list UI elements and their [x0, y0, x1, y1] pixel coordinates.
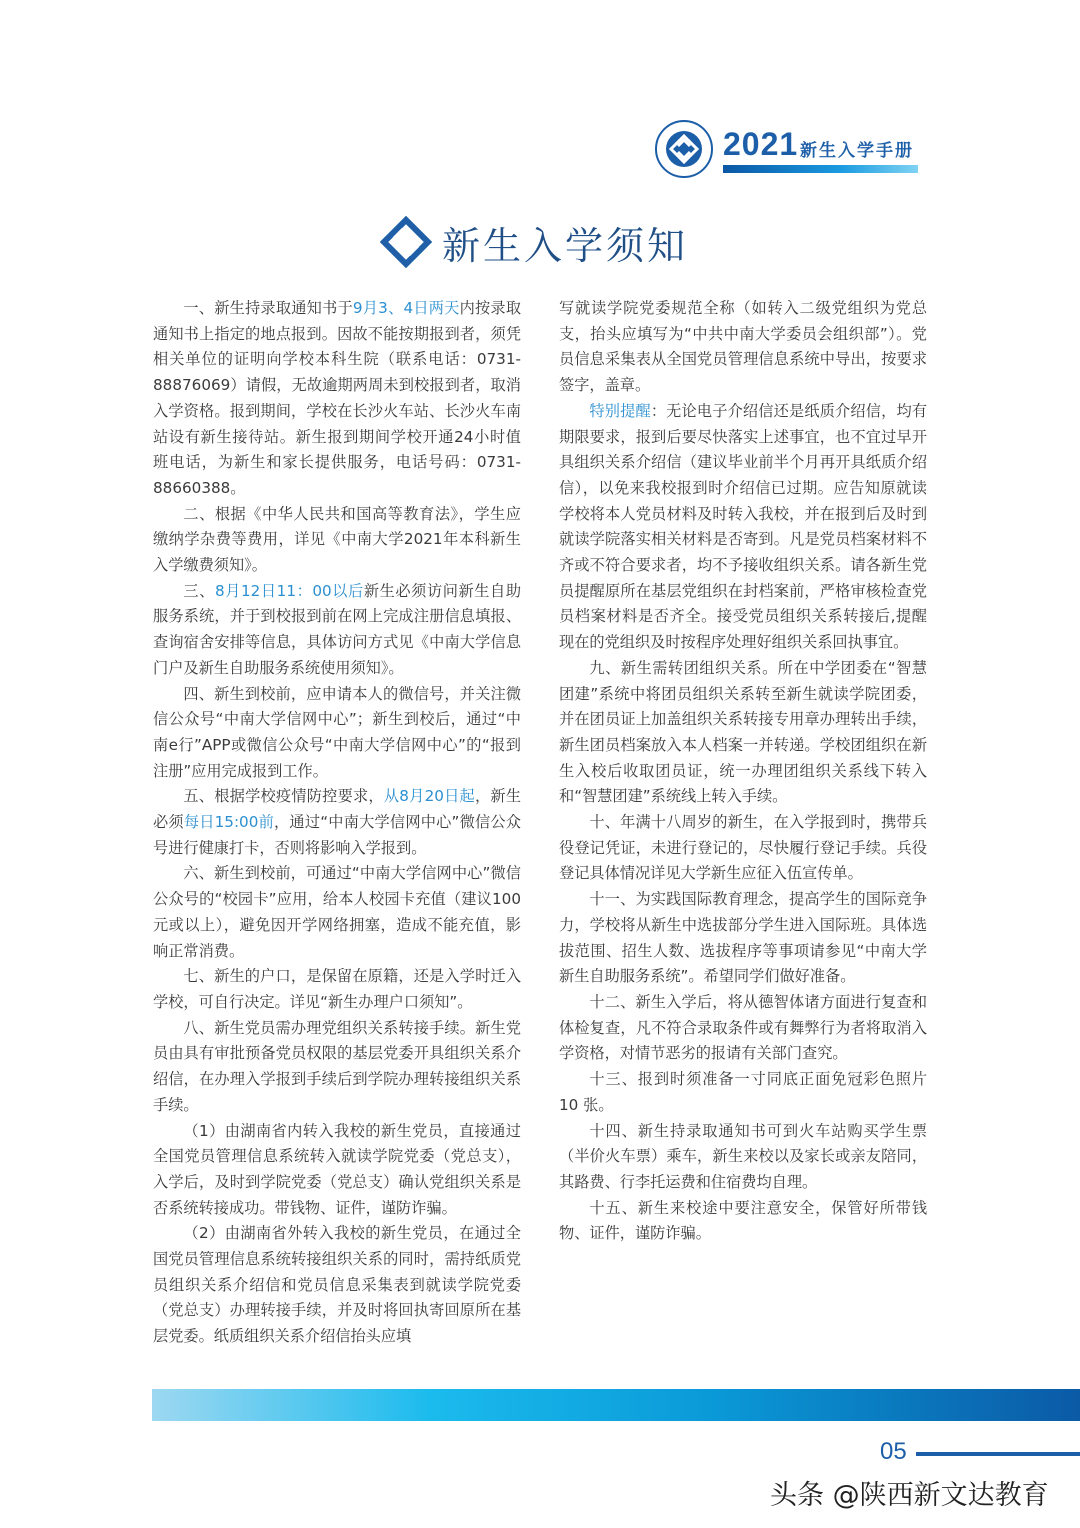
paragraph [153, 784, 521, 861]
paragraph-text: 四、新生到校前，应申请本人的微信号，并关注微信公众号“中南大学信网中心”；新生到校后，通过“中南e行”APP或微信公众号“中南大学信网中心”的“报到注册”应用完成报到工作。 [153, 684, 521, 780]
page-number-rule [916, 1452, 1080, 1456]
paragraph [559, 399, 927, 656]
paragraph [559, 656, 927, 810]
paragraph-text: 十四、新生持录取通知书可到火车站购买学生票（半价火车票）乘车，新生来校以及家长或亲友陪同，其路费、行李托运费和住宿费均自理。 [559, 1121, 927, 1191]
paragraph-text: 新生必须访问新生自助服务系统，并于到校报到前在网上完成注册信息填报、查询宿舍安排等信息，具体访问方式见《中南大学信息门户及新生自助服务系统使用须知》。 [153, 581, 522, 677]
paragraph-text: 三、 [183, 581, 215, 600]
highlighted-text: 8月12日11：00以后 [214, 581, 364, 600]
paragraph [153, 579, 521, 682]
paragraph-text: 十三、报到时须准备一寸同底正面免冠彩色照片10 张。 [559, 1070, 927, 1114]
page-title-block [380, 212, 688, 272]
paragraph [559, 887, 927, 990]
paragraph [153, 1221, 521, 1350]
paragraph [559, 1067, 927, 1118]
paragraph-text: 五、根据学校疫情防控要求， [183, 787, 384, 806]
paragraph-text: 十、年满十八周岁的新生，在入学报到时，携带兵役登记凭证，未进行登记的，尽快履行登记手续。兵役登记具体情况详见大学新生应征入伍宣传单。 [559, 813, 927, 883]
paragraph-text: （2）由湖南省外转入我校的新生党员，在通过全国党员管理信息系统转接组织关系的同时，需持纸质党员组织关系介绍信和党员信息采集表到就读学院党委（党总支）办理转接手续，并及时将回执寄回原所在基层党委。纸质组织关系介绍信抬头应填 [153, 1224, 521, 1346]
paragraph-text: 九、新生需转团组织关系。所在中学团委在“智慧团建”系统中将团员组织关系转至新生就读学院团委，并在团员证上加盖组织关系转接专用章办理转出手续，新生团员档案放入本人档案一并转递。学校团组织在新生入校后收取团员证，统一办理团组织关系线下转入和“智慧团建”系统线上转入手续。 [559, 658, 927, 806]
paragraph-text: 一、新生持录取通知书于 [183, 299, 353, 317]
paragraph-text: ，通过“中南大学信网中心”微信公众号进行健康打卡，否则将影响入学报到。 [153, 813, 521, 857]
paragraph [153, 861, 521, 964]
paragraph [153, 682, 521, 785]
paragraph [153, 502, 521, 579]
left-column [153, 296, 521, 1350]
highlighted-text: 特别提醒 [589, 401, 651, 420]
paragraph-text: ：无论电子介绍信还是纸质介绍信，均有期限要求，报到后要尽快落实上述事宜，也不宜过早开具组织关系介绍信（建议毕业前半个月再开具纸质介绍信），以免来我校报到时介绍信已过期。应告知原就读学校将本人党员材料及时转入我校，并在报到后及时到就读学院落实相关材料是否寄到。凡是党员档案材料不齐或不符合要求者，均不予接收组织关系。请各新生党员提醒原所在基层党组织在封档案前，严格审核检查党员档案材料是否齐全。接受党员组织关系转接后,提醒现在的党组织及时按程序处理好组织关系回执事宜。 [559, 401, 928, 652]
highlighted-text: 每日15:00前 [183, 813, 275, 832]
paragraph-text: 十五、新生来校途中要注意安全，保管好所带钱物、证件，谨防诈骗。 [559, 1198, 927, 1243]
footer-gradient-band [152, 1389, 1080, 1421]
paragraph [559, 296, 927, 399]
right-column [559, 296, 927, 1247]
paragraph-text: （1）由湖南省内转入我校的新生党员，直接通过全国党员管理信息系统转入就读学院党委（党总支），入学后，及时到学院党委（党总支）确认党组织关系是否系统转接成功。带钱物、证件，谨防诈骗。 [153, 1121, 521, 1217]
paragraph [153, 1119, 521, 1222]
page-number: 05 [880, 1438, 907, 1465]
header-underline [723, 165, 918, 173]
university-seal-icon [655, 120, 713, 178]
university-logo-icon [380, 216, 432, 268]
paragraph-text: 七、新生的户口，是保留在原籍，还是入学时迁入学校，可自行决定。详见“新生办理户口须知”。 [153, 967, 521, 1011]
paragraph [153, 296, 521, 502]
paragraph-text: 写就读学院党委规范全称（如转入二级党组织为党总支，抬头应填写为“中共中南大学委员会组织部”）。党员信息采集表从全国党员管理信息系统中导出，按要求签字，盖章。 [559, 299, 927, 395]
paragraph-text: 八、新生党员需办理党组织关系转接手续。新生党员由具有审批预备党员权限的基层党委开具组织关系介绍信，在办理入学报到手续后到学院办理转接组织关系手续。 [153, 1018, 521, 1114]
highlighted-text: 从8月20日起 [383, 787, 475, 806]
paragraph [153, 964, 521, 1015]
paragraph-text: 十二、新生入学后，将从德智体诸方面进行复查和体检复查，凡不符合录取条件或有舞弊行为者将取消入学资格，对情节恶劣的报请有关部门查究。 [559, 992, 927, 1063]
highlighted-text: 9月3、4日两天 [352, 299, 460, 317]
source-watermark: 头条 @陕西新文达教育 [770, 1480, 1049, 1511]
paragraph [559, 810, 927, 887]
page-title: 新生入学须知 [442, 223, 689, 268]
paragraph-text: ，新生必须 [153, 787, 522, 832]
header-title: 新生入学手册 [800, 141, 914, 161]
paragraph [559, 1196, 927, 1247]
paragraph-text: 二、根据《中华人民共和国高等教育法》，学生应缴纳学杂费等费用，详见《中南大学2021年本科新生入学缴费须知》。 [153, 504, 521, 575]
paragraph-text: 十一、为实践国际教育理念，提高学生的国际竞争力，学校将从新生中选拔部分学生进入国际班。具体选拔范围、招生人数、选拔程序等事项请参见“中南大学新生自助服务系统”。希望同学们做好准备。 [559, 890, 927, 986]
paragraph [559, 990, 927, 1067]
paragraph-text: 六、新生到校前，可通过“中南大学信网中心”微信公众号的“校园卡”应用，给本人校园卡充值（建议100元或以上），避免因开学网络拥塞，造成不能充值，影响正常消费。 [153, 864, 521, 960]
paragraph-text: 内按录取通知书上指定的地点报到。因故不能按期报到者，须凭相关单位的证明向学校本科生院（联系电话：0731-88876069）请假，无故逾期两周未到校报到者，取消入学资格。报到期间，学校在长沙火车站、长沙火车南站设有新生接待站。新生报到期间学校开通24小时值班电话，为新生和家长提供服务，电话号码：0731-88660388。 [153, 299, 522, 497]
header-year: 2021 [723, 126, 799, 162]
paragraph [153, 1016, 521, 1119]
handbook-header [655, 120, 925, 180]
paragraph [559, 1119, 927, 1196]
